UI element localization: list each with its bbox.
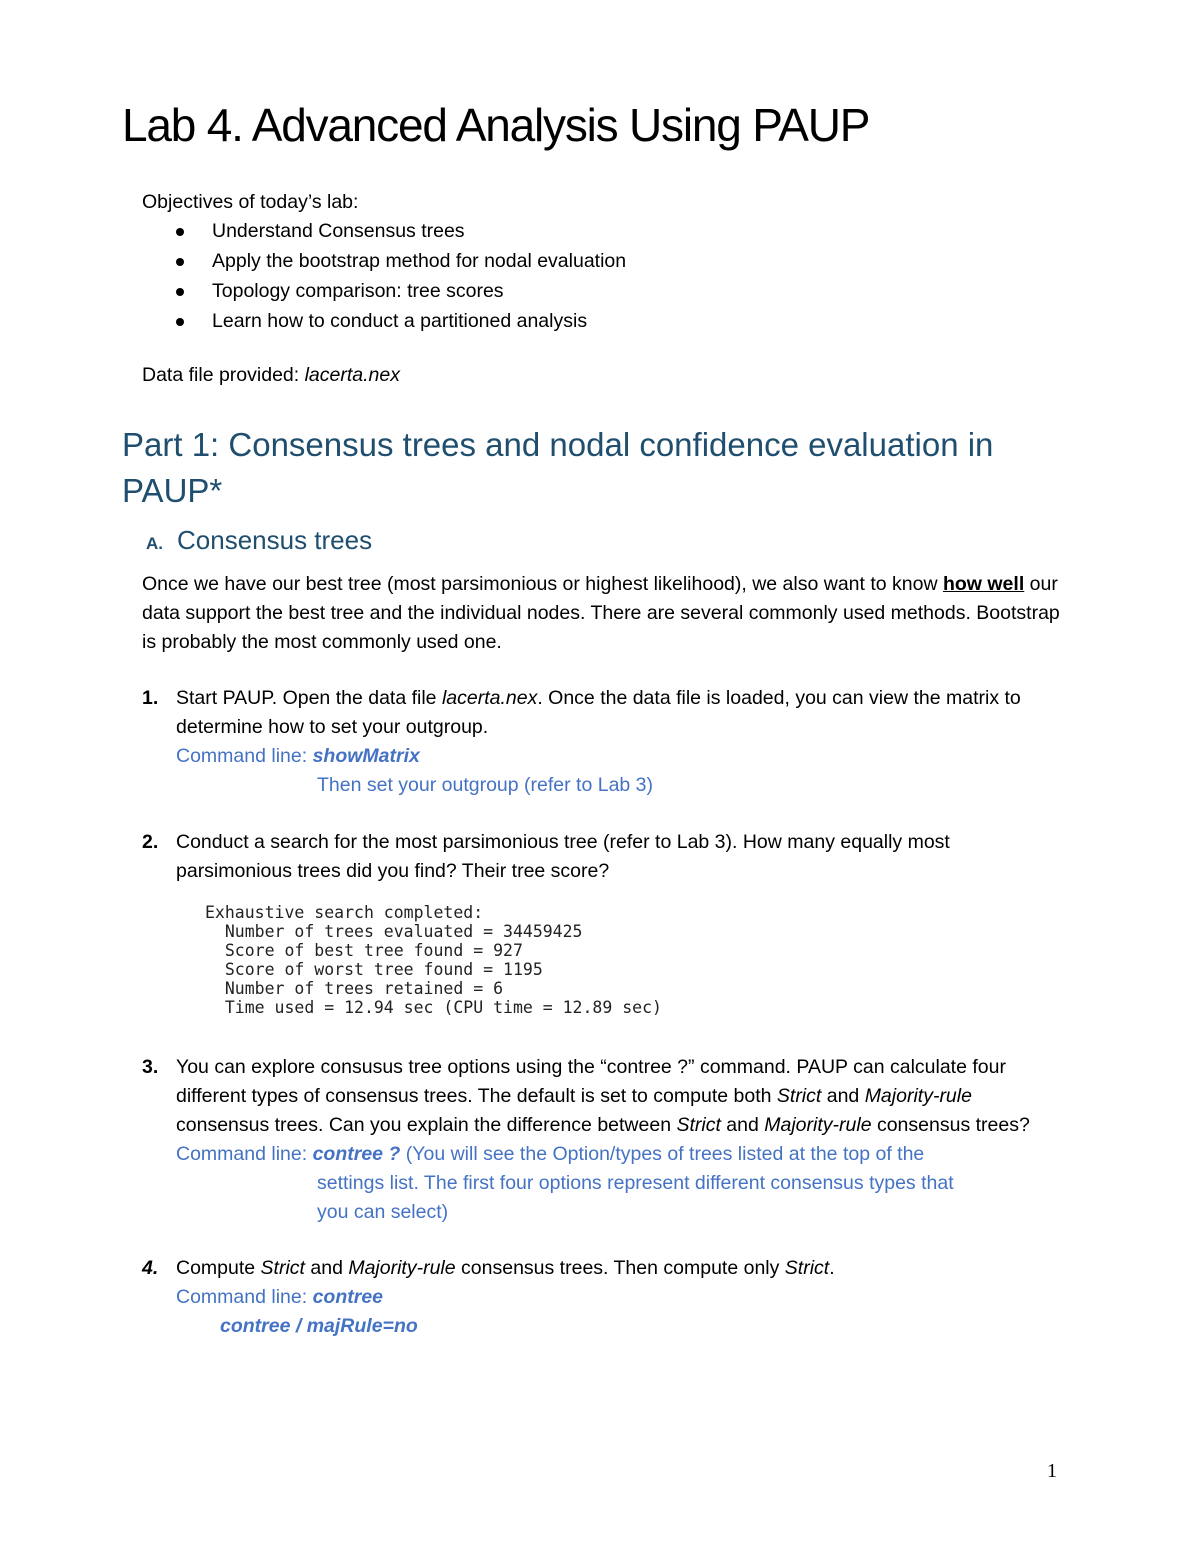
step-text bbox=[176, 1254, 1062, 1283]
intro-text: Once we have our best tree (most parsimonious or highest likelihood), we also want to know bbox=[142, 573, 943, 595]
italic-term: Strict bbox=[260, 1257, 305, 1279]
command-note: (You will see the Option/types of trees listed at the top of the bbox=[400, 1143, 925, 1165]
step-3 bbox=[142, 1053, 1062, 1227]
command-note: Then set your outgroup (refer to Lab 3) bbox=[317, 774, 654, 796]
italic-term: Strict bbox=[676, 1114, 721, 1136]
objective-item: Apply the bootstrap method for nodal evaluation bbox=[142, 247, 626, 277]
terminal-line: Score of best tree found = 927 bbox=[205, 941, 523, 960]
page-number: 1 bbox=[1047, 1460, 1057, 1482]
step-text: Conduct a search for the most parsimonious tree (refer to Lab 3). How many equally most parsimonious trees did you find? Their tree score? bbox=[176, 831, 950, 882]
objectives-list bbox=[142, 217, 626, 337]
step-text bbox=[176, 684, 1062, 742]
command-label: Command line: bbox=[176, 1143, 313, 1165]
terminal-output bbox=[205, 903, 662, 1017]
command-label: Command line: bbox=[176, 745, 313, 767]
italic-term: Strict bbox=[784, 1257, 830, 1279]
step-content bbox=[176, 1053, 1062, 1227]
part1-heading: Part 1: Consensus trees and nodal confidence evaluation in PAUP* bbox=[122, 426, 994, 509]
objective-item: Learn how to conduct a partitioned analysis bbox=[142, 307, 626, 337]
command-text: showMatrix bbox=[312, 745, 420, 767]
data-file-name: lacerta.nex bbox=[304, 364, 400, 386]
objectives-heading: Objectives of today’s lab: bbox=[142, 191, 359, 213]
section-a-heading bbox=[146, 525, 372, 556]
text-run: . Once the data file is loaded, you can view the matrix to determine how to set your outgroup. bbox=[176, 687, 1021, 738]
command-line-2 bbox=[176, 1312, 1062, 1341]
italic-term: Majority-rule bbox=[348, 1257, 456, 1279]
command-line bbox=[176, 1283, 1062, 1312]
intro-paragraph bbox=[142, 570, 1062, 657]
terminal-line: Score of worst tree found = 1195 bbox=[205, 960, 543, 979]
text-run: consensus trees. Can you explain the difference between bbox=[176, 1114, 677, 1136]
step-content bbox=[176, 1254, 1062, 1341]
italic-term: Majority-rule bbox=[764, 1114, 872, 1136]
section-letter: A. bbox=[146, 534, 163, 553]
command-label: Command line: bbox=[176, 1286, 313, 1308]
page-title: Lab 4. Advanced Analysis Using PAUP bbox=[122, 99, 870, 151]
italic-term: Majority-rule bbox=[864, 1085, 972, 1107]
text-run: and bbox=[304, 1257, 349, 1279]
text-run: and bbox=[720, 1114, 765, 1136]
data-file-label: Data file provided: bbox=[142, 364, 305, 386]
intro-text: our data support the best tree and the individual nodes. There are several commonly used methods. Bootstrap is probably the most commonly used one. bbox=[142, 573, 1060, 653]
objective-item: Topology comparison: tree scores bbox=[142, 277, 626, 307]
command-line bbox=[176, 742, 1062, 771]
terminal-line: Number of trees evaluated = 34459425 bbox=[205, 922, 583, 941]
step-content bbox=[176, 684, 1062, 800]
data-file-line bbox=[142, 361, 400, 390]
step-number: 2. bbox=[142, 831, 159, 853]
step-number: 3. bbox=[142, 1056, 159, 1078]
command-note: settings list. The first four options represent different consensus types that bbox=[317, 1172, 954, 1194]
command-text: contree / majRule=no bbox=[220, 1315, 418, 1337]
step-2 bbox=[142, 828, 1062, 886]
terminal-line: Number of trees retained = 6 bbox=[205, 979, 504, 998]
command-text: contree ? bbox=[312, 1143, 401, 1165]
step-number: 1. bbox=[142, 687, 159, 709]
text-run: consensus trees. Then compute only bbox=[455, 1257, 785, 1279]
command-text: contree bbox=[312, 1286, 384, 1308]
step-text bbox=[176, 1053, 1062, 1140]
command-line bbox=[176, 1140, 1062, 1169]
text-run: You can explore consusus tree options using the “contree ?” command. PAUP can calculate four different types of consensus trees. The default is set to compute both bbox=[176, 1056, 1006, 1107]
text-run: and bbox=[821, 1085, 865, 1107]
text-run: . bbox=[829, 1257, 835, 1279]
text-run: consensus trees? bbox=[871, 1114, 1030, 1136]
terminal-line: Time used = 12.94 sec (CPU time = 12.89 sec) bbox=[205, 998, 662, 1017]
italic-term: Strict bbox=[776, 1085, 822, 1107]
text-run: Compute bbox=[176, 1257, 261, 1279]
objectives-section bbox=[142, 188, 626, 337]
section-title: Consensus trees bbox=[177, 525, 373, 555]
objective-item: Understand Consensus trees bbox=[142, 217, 626, 247]
step-1 bbox=[142, 684, 1062, 800]
text-run: Start PAUP. Open the data file bbox=[176, 687, 442, 709]
terminal-line: Exhaustive search completed: bbox=[205, 903, 484, 922]
intro-emphasis: how well bbox=[942, 573, 1025, 595]
step-4 bbox=[142, 1254, 1062, 1341]
step-number: 4. bbox=[142, 1257, 159, 1279]
command-note: you can select) bbox=[317, 1201, 449, 1223]
file-name: lacerta.nex bbox=[441, 687, 538, 709]
